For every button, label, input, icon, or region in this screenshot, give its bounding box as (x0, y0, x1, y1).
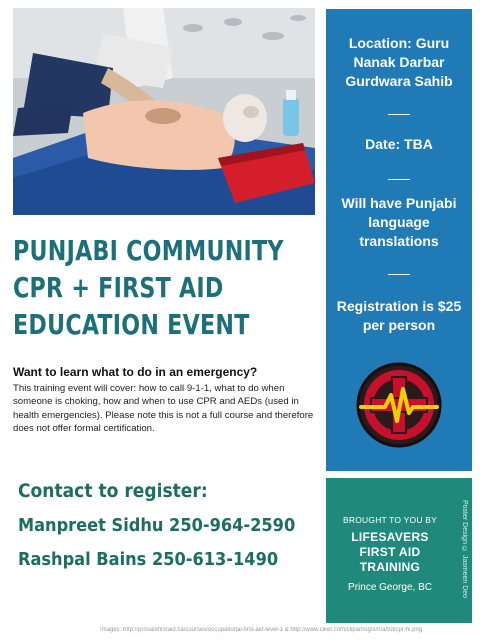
contact-person-2: Rashpal Bains 250-613-1490 (18, 549, 279, 570)
organization-name (330, 530, 450, 575)
emergency-question: Want to learn what to do in an emergency? (13, 365, 258, 379)
event-info-panel (326, 9, 472, 471)
poster-design-credit: Poster Design © Jasmeen Deo (461, 500, 468, 599)
title-line-1: PUNJABI COMMUNITY (13, 234, 284, 267)
title-line-3: EDUCATION EVENT (13, 308, 250, 341)
date-text: Date: TBA (365, 136, 433, 152)
photo-illustration (13, 8, 315, 215)
contact-heading: Contact to register: (18, 480, 208, 502)
divider (388, 274, 410, 275)
cpr-heartbeat-cross-emblem (355, 361, 443, 449)
location-text: Location: Guru Nanak Darbar Gurdwara Sahib (345, 35, 453, 89)
sponsor-panel (326, 478, 472, 623)
brought-by-label: BROUGHT TO YOU BY (343, 515, 437, 525)
image-credit: Images: http://prosafefirstaid.ca/courses/occupational-first-aid-level-1 & http://www.clker.com/cliparts/g/x/n/a/t/d/cpr-hi.png (100, 627, 423, 633)
organization-city: Prince George, BC (348, 582, 432, 593)
contact-section (18, 480, 296, 570)
divider (388, 179, 410, 180)
cpr-training-photo (13, 8, 315, 215)
org-line-2: FIRST AID (359, 545, 421, 559)
divider (388, 114, 410, 115)
training-description: This training event will cover: how to call 9-1-1, what to do when someone is choking, how and when to use CPR and AEDs (used in health emergencies). Please note this is not a full course and therefore does not offer formal certification. (13, 383, 314, 435)
org-line-1: LIFESAVERS (351, 530, 429, 544)
translation-text: Will have Punjabi language translations (341, 195, 457, 249)
registration-text: Registration is $25 per person (336, 298, 462, 333)
org-line-3: TRAINING (359, 560, 421, 574)
event-title (13, 232, 284, 343)
title-line-2: CPR + FIRST AID (13, 271, 224, 304)
contact-person-1: Manpreet Sidhu 250-964-2590 (18, 515, 296, 536)
